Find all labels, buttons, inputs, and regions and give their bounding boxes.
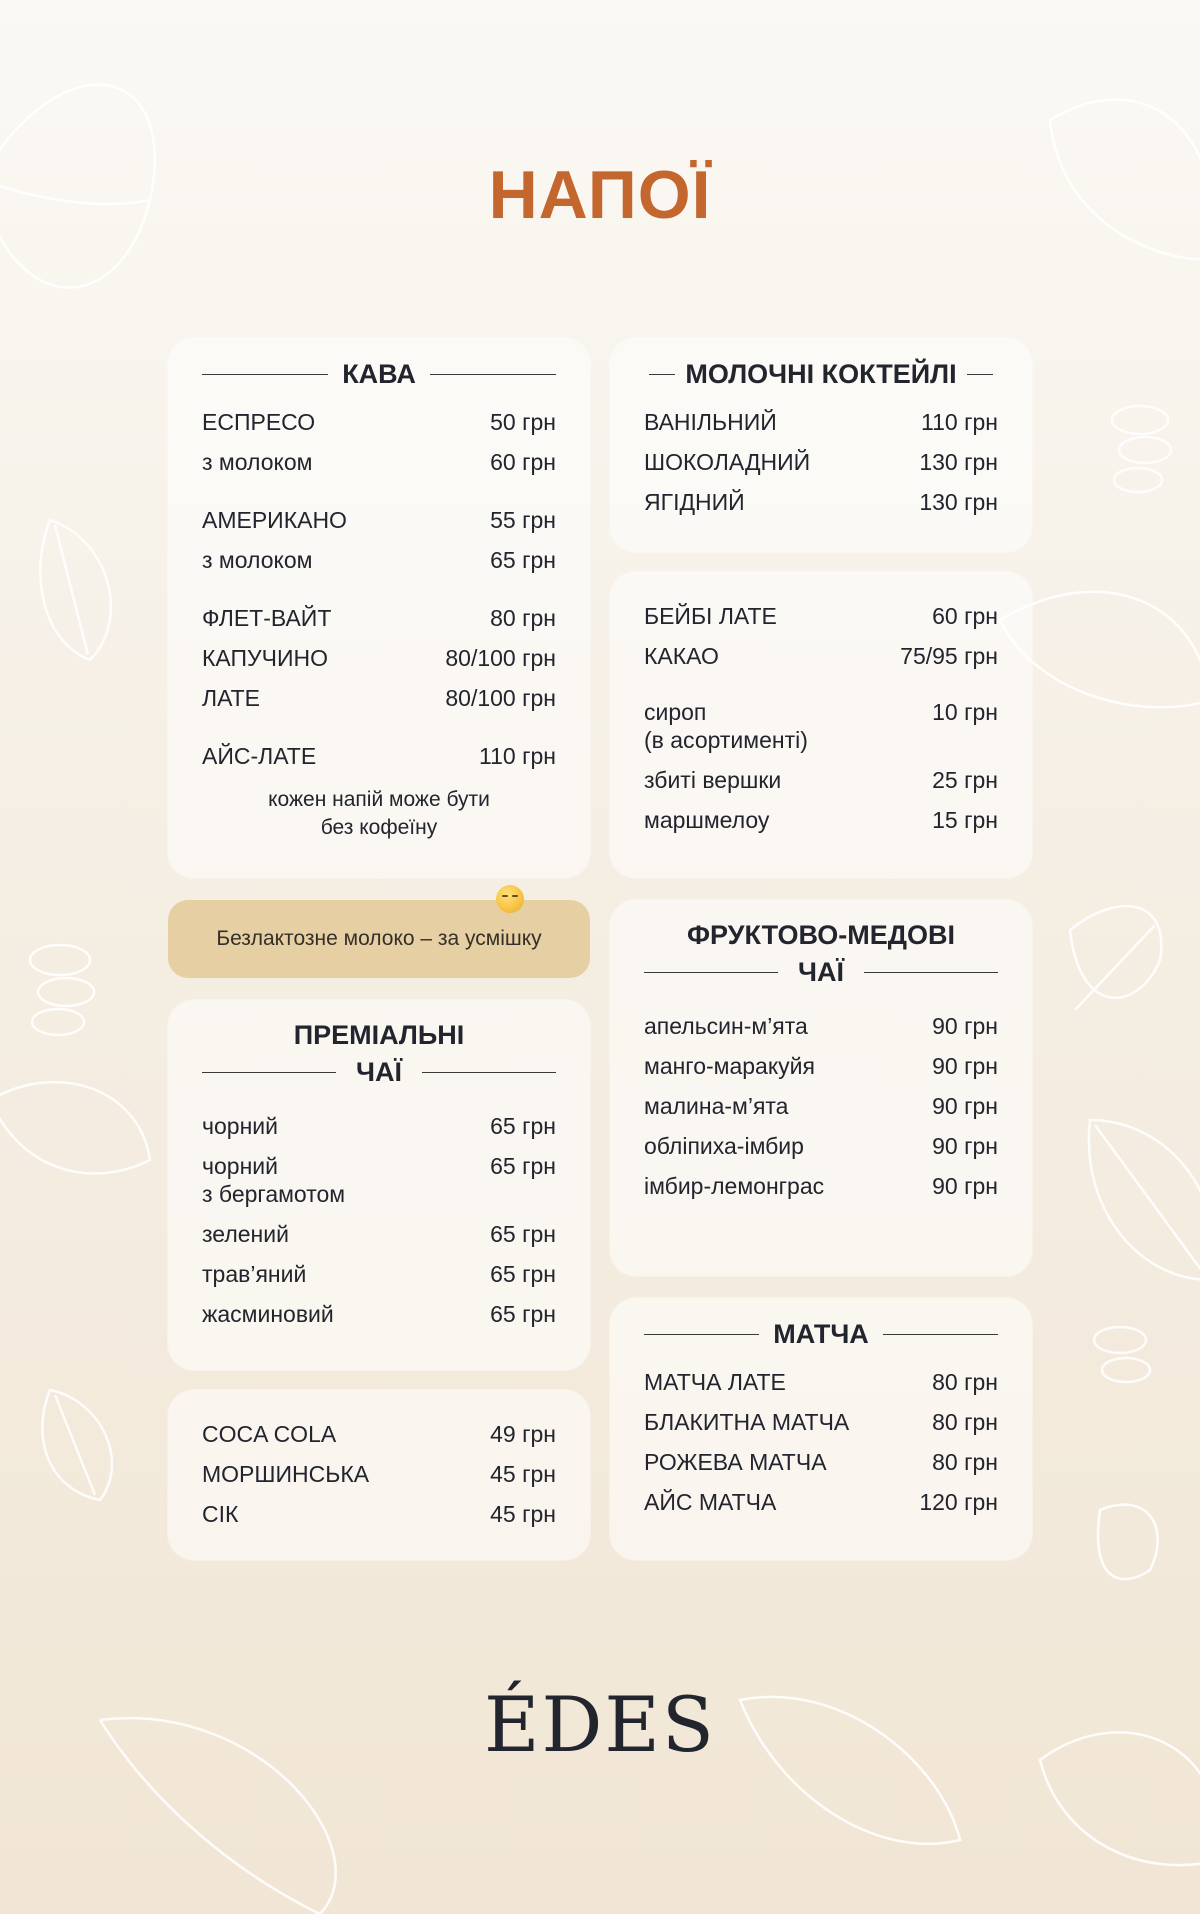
- item-name: АЙС-ЛАТЕ: [202, 743, 317, 769]
- item-name: маршмелоу: [644, 807, 770, 833]
- menu-item: [644, 1172, 998, 1200]
- menu-item: [644, 698, 998, 754]
- matcha-heading: [644, 1314, 998, 1354]
- item-name: ЕСПРЕСО: [202, 409, 316, 435]
- item-price: 45 грн: [490, 1501, 556, 1527]
- divider: [644, 1334, 759, 1335]
- decaf-note: кожен напій може бути без кофеїну: [268, 788, 490, 839]
- item-name: апельсин-м’ята: [644, 1013, 808, 1039]
- item-name: COCA COLA: [202, 1421, 337, 1447]
- item-name: жасминовий: [202, 1301, 334, 1327]
- item-name: ЯГІДНИЙ: [644, 489, 745, 515]
- item-name: чорний з бергамотом: [202, 1153, 346, 1207]
- item-name: АМЕРИКАНО: [202, 507, 347, 533]
- matcha-heading-text: МАТЧА: [773, 1318, 869, 1349]
- divider: [430, 374, 556, 375]
- item-price: 90 грн: [932, 1053, 998, 1079]
- menu-item: [644, 1132, 998, 1160]
- menu-item: [644, 1052, 998, 1080]
- menu-item: [644, 1488, 998, 1516]
- menu-item: [202, 408, 556, 436]
- divider: [644, 972, 778, 973]
- menu-item: [202, 1152, 556, 1208]
- item-price: 65 грн: [490, 1153, 556, 1179]
- premium-tea-heading-line2: [202, 1054, 556, 1090]
- menu-item: [644, 1448, 998, 1476]
- item-price: 65 грн: [490, 1301, 556, 1327]
- item-price: 90 грн: [932, 1173, 998, 1199]
- item-price: 65 грн: [490, 1221, 556, 1247]
- menu-item: [644, 1368, 998, 1396]
- lactose-free-text: Безлактозне молоко – за усмішку: [216, 927, 542, 950]
- item-name: обліпиха-імбир: [644, 1133, 804, 1159]
- fruit-tea-heading: ФРУКТОВО-МЕДОВІ: [686, 920, 956, 950]
- item-price: 80/100 грн: [445, 645, 556, 671]
- item-price: 15 грн: [932, 807, 998, 833]
- fruit-tea-heading-text: ЧАЇ: [798, 956, 844, 987]
- item-name: імбир-лемонграс: [644, 1173, 825, 1199]
- divider: [864, 972, 998, 973]
- item-price: 65 грн: [490, 547, 556, 573]
- menu-item: [202, 1260, 556, 1288]
- menu-item: [644, 1408, 998, 1436]
- menu-item: [644, 1012, 998, 1040]
- menu-item: [202, 742, 556, 770]
- item-name: БЛАКИТНА МАТЧА: [644, 1409, 850, 1435]
- fruit-tea-card: [610, 900, 1032, 1276]
- item-price: 75/95 грн: [900, 643, 998, 669]
- divider: [649, 374, 675, 375]
- menu-item: [202, 1420, 556, 1448]
- milkshakes-heading-text: МОЛОЧНІ КОКТЕЙЛІ: [685, 358, 957, 389]
- menu-item: [644, 602, 998, 630]
- item-name: ШОКОЛАДНИЙ: [644, 449, 811, 475]
- brand-logo: ÉDES: [484, 1680, 716, 1769]
- item-price: 80 грн: [932, 1409, 998, 1435]
- coffee-card: [168, 338, 590, 878]
- item-name: сироп (в асортименті): [644, 699, 808, 753]
- menu-item: [644, 488, 998, 516]
- divider: [422, 1072, 556, 1073]
- menu-item: [202, 684, 556, 712]
- item-name: КАПУЧИНО: [202, 645, 328, 671]
- item-price: 80/100 грн: [445, 685, 556, 711]
- menu-item: [644, 806, 998, 834]
- item-price: 10 грн: [932, 699, 998, 725]
- item-name: малина-м’ята: [644, 1093, 789, 1119]
- coffee-heading-text: КАВА: [342, 358, 416, 389]
- item-price: 130 грн: [919, 449, 998, 475]
- menu-item: [644, 448, 998, 476]
- item-price: 80 грн: [932, 1449, 998, 1475]
- item-price: 25 грн: [932, 767, 998, 793]
- item-name: ЛАТЕ: [202, 685, 261, 711]
- menu-item: [644, 766, 998, 794]
- item-price: 90 грн: [932, 1013, 998, 1039]
- item-price: 90 грн: [932, 1093, 998, 1119]
- page-title: НАПОЇ: [488, 157, 712, 233]
- item-name: МАТЧА ЛАТЕ: [644, 1369, 786, 1395]
- item-price: 60 грн: [490, 449, 556, 475]
- item-name: чорний: [202, 1113, 278, 1139]
- item-price: 65 грн: [490, 1113, 556, 1139]
- menu-item: [202, 644, 556, 672]
- item-name: зелений: [202, 1221, 289, 1247]
- item-name: з молоком: [202, 449, 313, 475]
- item-name: трав’яний: [202, 1261, 307, 1287]
- item-price: 130 грн: [919, 489, 998, 515]
- item-name: КАКАО: [644, 643, 719, 669]
- menu-item: [202, 1300, 556, 1328]
- menu-item: [202, 1220, 556, 1248]
- matcha-card: [610, 1298, 1032, 1560]
- item-name: манго-маракуйя: [644, 1053, 815, 1079]
- premium-tea-card: [168, 1000, 590, 1370]
- item-name: РОЖЕВА МАТЧА: [644, 1449, 827, 1475]
- item-price: 110 грн: [479, 743, 556, 769]
- menu-item: [644, 1092, 998, 1120]
- fruit-tea-heading-line2: [644, 954, 998, 990]
- item-name: ФЛЕТ-ВАЙТ: [202, 605, 332, 631]
- soft-drinks-card: [168, 1390, 590, 1560]
- item-name: з молоком: [202, 547, 313, 573]
- extras-card: [610, 572, 1032, 878]
- item-price: 45 грн: [490, 1461, 556, 1487]
- divider: [202, 374, 328, 375]
- item-price: 65 грн: [490, 1261, 556, 1287]
- menu-item: [202, 1460, 556, 1488]
- item-price: 120 грн: [919, 1489, 998, 1515]
- item-name: МОРШИНСЬКА: [202, 1461, 370, 1487]
- divider: [883, 1334, 998, 1335]
- item-name: збиті вершки: [644, 767, 782, 793]
- item-price: 50 грн: [490, 409, 556, 435]
- item-name: ВАНІЛЬНИЙ: [644, 409, 777, 435]
- divider: [202, 1072, 336, 1073]
- item-price: 80 грн: [490, 605, 556, 631]
- item-price: 110 грн: [921, 409, 998, 435]
- smile-emoji-icon: [496, 885, 524, 913]
- menu-item: [202, 1500, 556, 1528]
- menu-item: [644, 642, 998, 670]
- item-name: СІК: [202, 1501, 239, 1527]
- item-price: 90 грн: [932, 1133, 998, 1159]
- item-price: 55 грн: [490, 507, 556, 533]
- premium-tea-heading: ПРЕМІАЛЬНІ: [293, 1020, 465, 1050]
- item-name: БЕЙБІ ЛАТЕ: [644, 603, 777, 629]
- menu-item: [202, 506, 556, 534]
- menu-item: [644, 408, 998, 436]
- coffee-heading: [202, 354, 556, 394]
- item-name: АЙС МАТЧА: [644, 1489, 777, 1515]
- menu-item: [202, 546, 556, 574]
- menu-item: [202, 448, 556, 476]
- menu-item: [202, 604, 556, 632]
- item-price: 80 грн: [932, 1369, 998, 1395]
- divider: [967, 374, 993, 375]
- milkshakes-card: [610, 338, 1032, 552]
- milkshakes-heading: [644, 354, 998, 394]
- item-price: 60 грн: [932, 603, 998, 629]
- premium-tea-heading-text: ЧАЇ: [356, 1056, 402, 1087]
- lactose-free-badge: [168, 900, 590, 978]
- item-price: 49 грн: [490, 1421, 556, 1447]
- menu-item: [202, 1112, 556, 1140]
